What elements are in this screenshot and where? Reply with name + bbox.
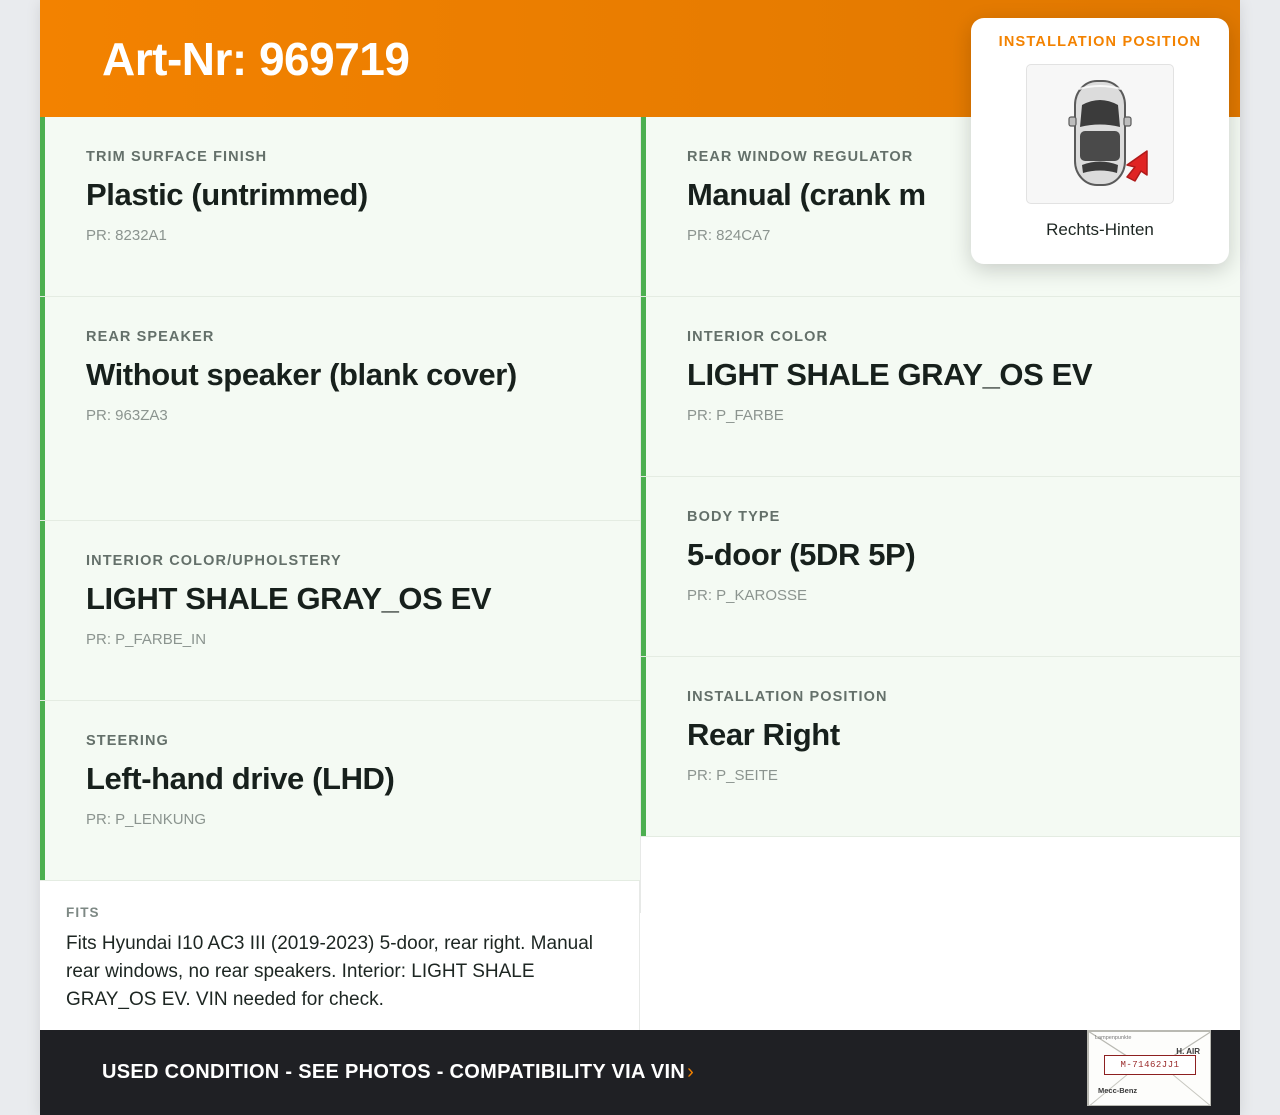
- arrow-marker-icon: [1027, 65, 1173, 203]
- spec-label: BODY TYPE: [687, 509, 781, 525]
- spec-value: 5-door (5DR 5P): [687, 537, 916, 572]
- spec-value: LIGHT SHALE GRAY_OS EV: [687, 357, 1093, 392]
- spec-value: Rear Right: [687, 717, 840, 752]
- stamp-bottom-text: Mecc-Benz: [1098, 1086, 1138, 1095]
- footer-bar: [40, 1030, 1240, 1115]
- page-title: Art-Nr: 969719: [102, 32, 410, 85]
- spec-label: REAR WINDOW REGULATOR: [687, 149, 914, 165]
- spec-pr-code: PR: P_FARBE: [687, 406, 784, 424]
- spec-value: LIGHT SHALE GRAY_OS EV: [86, 581, 492, 616]
- spec-item-steering[interactable]: [40, 701, 640, 881]
- fits-text: Fits Hyundai I10 AC3 III (2019-2023) 5-door, rear right. Manual rear windows, no rear speakers. Interior: LIGHT SHALE GRAY_OS EV. VIN needed for check.: [66, 933, 593, 1011]
- spec-label: STEERING: [86, 733, 169, 749]
- spec-item-body-type[interactable]: [641, 477, 1240, 657]
- spec-pr-code: PR: 963ZA3: [86, 406, 168, 424]
- stamp-right-text: H. AIR: [1176, 1047, 1200, 1056]
- stamp-top-text: Lampenpunkte: [1095, 1035, 1132, 1041]
- spec-column-left: [40, 117, 640, 913]
- spec-item-rear-speaker[interactable]: [40, 297, 640, 521]
- chevron-right-icon: ›: [687, 1061, 694, 1083]
- fits-section: [40, 881, 640, 1042]
- spec-value: Plastic (untrimmed): [86, 177, 368, 212]
- spec-filler: [641, 837, 1240, 913]
- license-plate: M-71462JJ1: [1104, 1055, 1196, 1075]
- spec-pr-code: PR: 824CA7: [687, 226, 771, 244]
- spec-item-installation-position[interactable]: [641, 657, 1240, 837]
- installation-position-caption: Rechts-Hinten: [1046, 220, 1154, 239]
- spec-label: TRIM SURFACE FINISH: [86, 149, 268, 165]
- spec-pr-code: PR: 8232A1: [86, 226, 167, 244]
- spec-label: INSTALLATION POSITION: [687, 689, 888, 705]
- spec-value: Without speaker (blank cover): [86, 357, 517, 392]
- spec-item-interior-color[interactable]: [641, 297, 1240, 477]
- installation-position-title: INSTALLATION POSITION: [998, 34, 1202, 50]
- spec-pr-code: PR: P_LENKUNG: [86, 810, 207, 828]
- spec-pr-code: PR: P_SEITE: [687, 766, 778, 784]
- spec-label: REAR SPEAKER: [86, 329, 215, 345]
- spec-item-trim-surface-finish[interactable]: [40, 117, 640, 297]
- spec-label: INTERIOR COLOR: [687, 329, 829, 345]
- spec-value: Manual (crank m: [687, 177, 926, 212]
- spec-value: Left-hand drive (LHD): [86, 761, 395, 796]
- spec-item-interior-color-upholstery[interactable]: [40, 521, 640, 701]
- spec-pr-code: PR: P_KAROSSE: [687, 586, 808, 604]
- spec-pr-code: PR: P_FARBE_IN: [86, 630, 207, 648]
- envelope-stamp-image: [1087, 1030, 1211, 1106]
- spec-label: INTERIOR COLOR/UPHOLSTERY: [86, 553, 342, 569]
- footer-text: USED CONDITION - SEE PHOTOS - COMPATIBILITY VIA VIN: [102, 1061, 686, 1083]
- fits-label: FITS: [66, 905, 100, 920]
- installation-position-diagram: [1026, 64, 1174, 204]
- installation-position-popover[interactable]: [971, 18, 1229, 264]
